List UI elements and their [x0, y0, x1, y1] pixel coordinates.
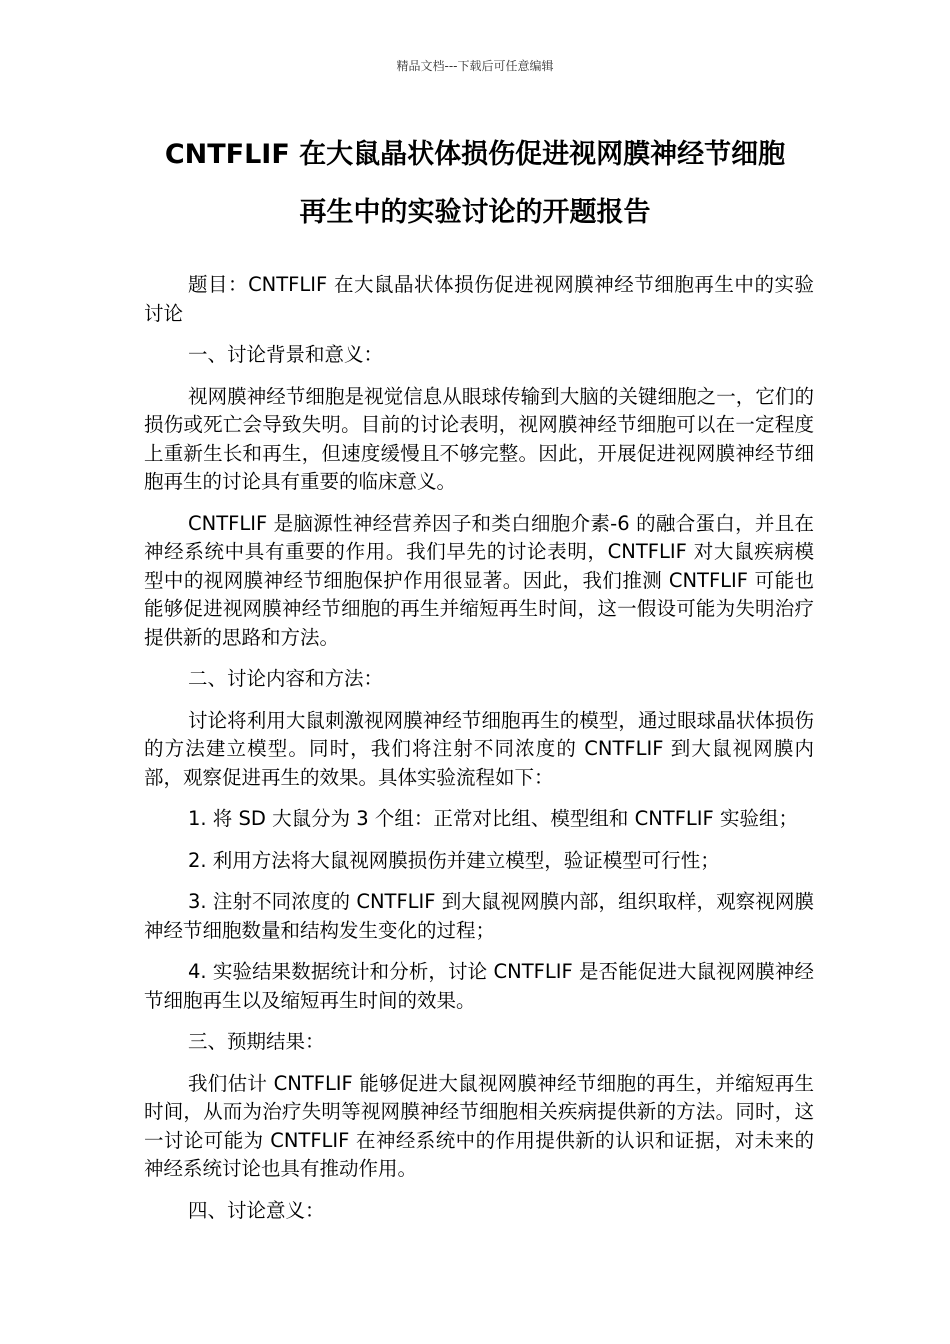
section-heading-expected-results: 三、预期结果： — [188, 1030, 325, 1053]
list-item-step-1: 1. 将 SD 大鼠分为 3 个组：正常对比组、模型组和 CNTFLIF 实验组； — [188, 807, 798, 830]
list-item-step-2: 2. 利用方法将大鼠视网膜损伤并建立模型，验证模型可行性； — [188, 848, 720, 872]
paragraph-topic: 题目：CNTFLIF 在大鼠晶状体损伤促进视网膜神经节细胞再生中的实验讨论 — [144, 273, 814, 325]
list-item-step-4: 4. 实验结果数据统计和分析，讨论 CNTFLIF 是否能促进大鼠视网膜神经节细胞再生以及缩短再生时间的效果。 — [144, 960, 814, 1012]
document-title-line-2: 再生中的实验讨论的开题报告 — [299, 197, 651, 228]
document-title-line-1: CNTFLIF 在大鼠晶状体损伤促进视网膜神经节细胞 — [164, 139, 786, 170]
section-heading-methods: 二、讨论内容和方法： — [188, 667, 384, 690]
document-body — [144, 271, 814, 1238]
paragraph-background-2: CNTFLIF 是脑源性神经营养因子和类白细胞介素-6 的融合蛋白，并且在神经系统中具有重要的作用。我们早先的讨论表明，CNTFLIF 对大鼠疾病模型中的视网膜神经节细胞保护作用很显著。因此，我们推测 CNTFLIF 可能也能够促进视网膜神经节细胞的再生并缩短再生时间，这一假设可能为失明治疗提供新的思路和方法。 — [144, 511, 814, 649]
header-note: 精品文档---下载后可任意编辑 — [396, 59, 554, 73]
section-heading-significance: 四、讨论意义： — [188, 1198, 325, 1222]
list-item-step-3: 3. 注射不同浓度的 CNTFLIF 到大鼠视网膜内部，组织取样，观察视网膜神经节细胞数量和结构发生变化的过程； — [144, 890, 814, 942]
paragraph-expected-results: 我们估计 CNTFLIF 能够促进大鼠视网膜神经节细胞的再生，并缩短再生时间，从而为治疗失明等视网膜神经节细胞相关疾病提供新的方法。同时，这一讨论可能为 CNTFLIF 在神经系统中的作用提供新的认识和证据，对未来的神经系统讨论也具有推动作用。 — [144, 1071, 814, 1180]
section-heading-background: 一、讨论背景和意义： — [188, 343, 384, 366]
paragraph-background-1: 视网膜神经节细胞是视觉信息从眼球传输到大脑的关键细胞之一，它们的损伤或死亡会导致失明。目前的讨论表明，视网膜神经节细胞可以在一定程度上重新生长和再生，但速度缓慢且不够完整。因此，开展促进视网膜神经节细胞再生的讨论具有重要的临床意义。 — [144, 384, 814, 493]
paragraph-methods: 讨论将利用大鼠刺激视网膜神经节细胞再生的模型，通过眼球晶状体损伤的方法建立模型。同时，我们将注射不同浓度的 CNTFLIF 到大鼠视网膜内部，观察促进再生的效果。具体实验流程如下： — [144, 708, 814, 789]
